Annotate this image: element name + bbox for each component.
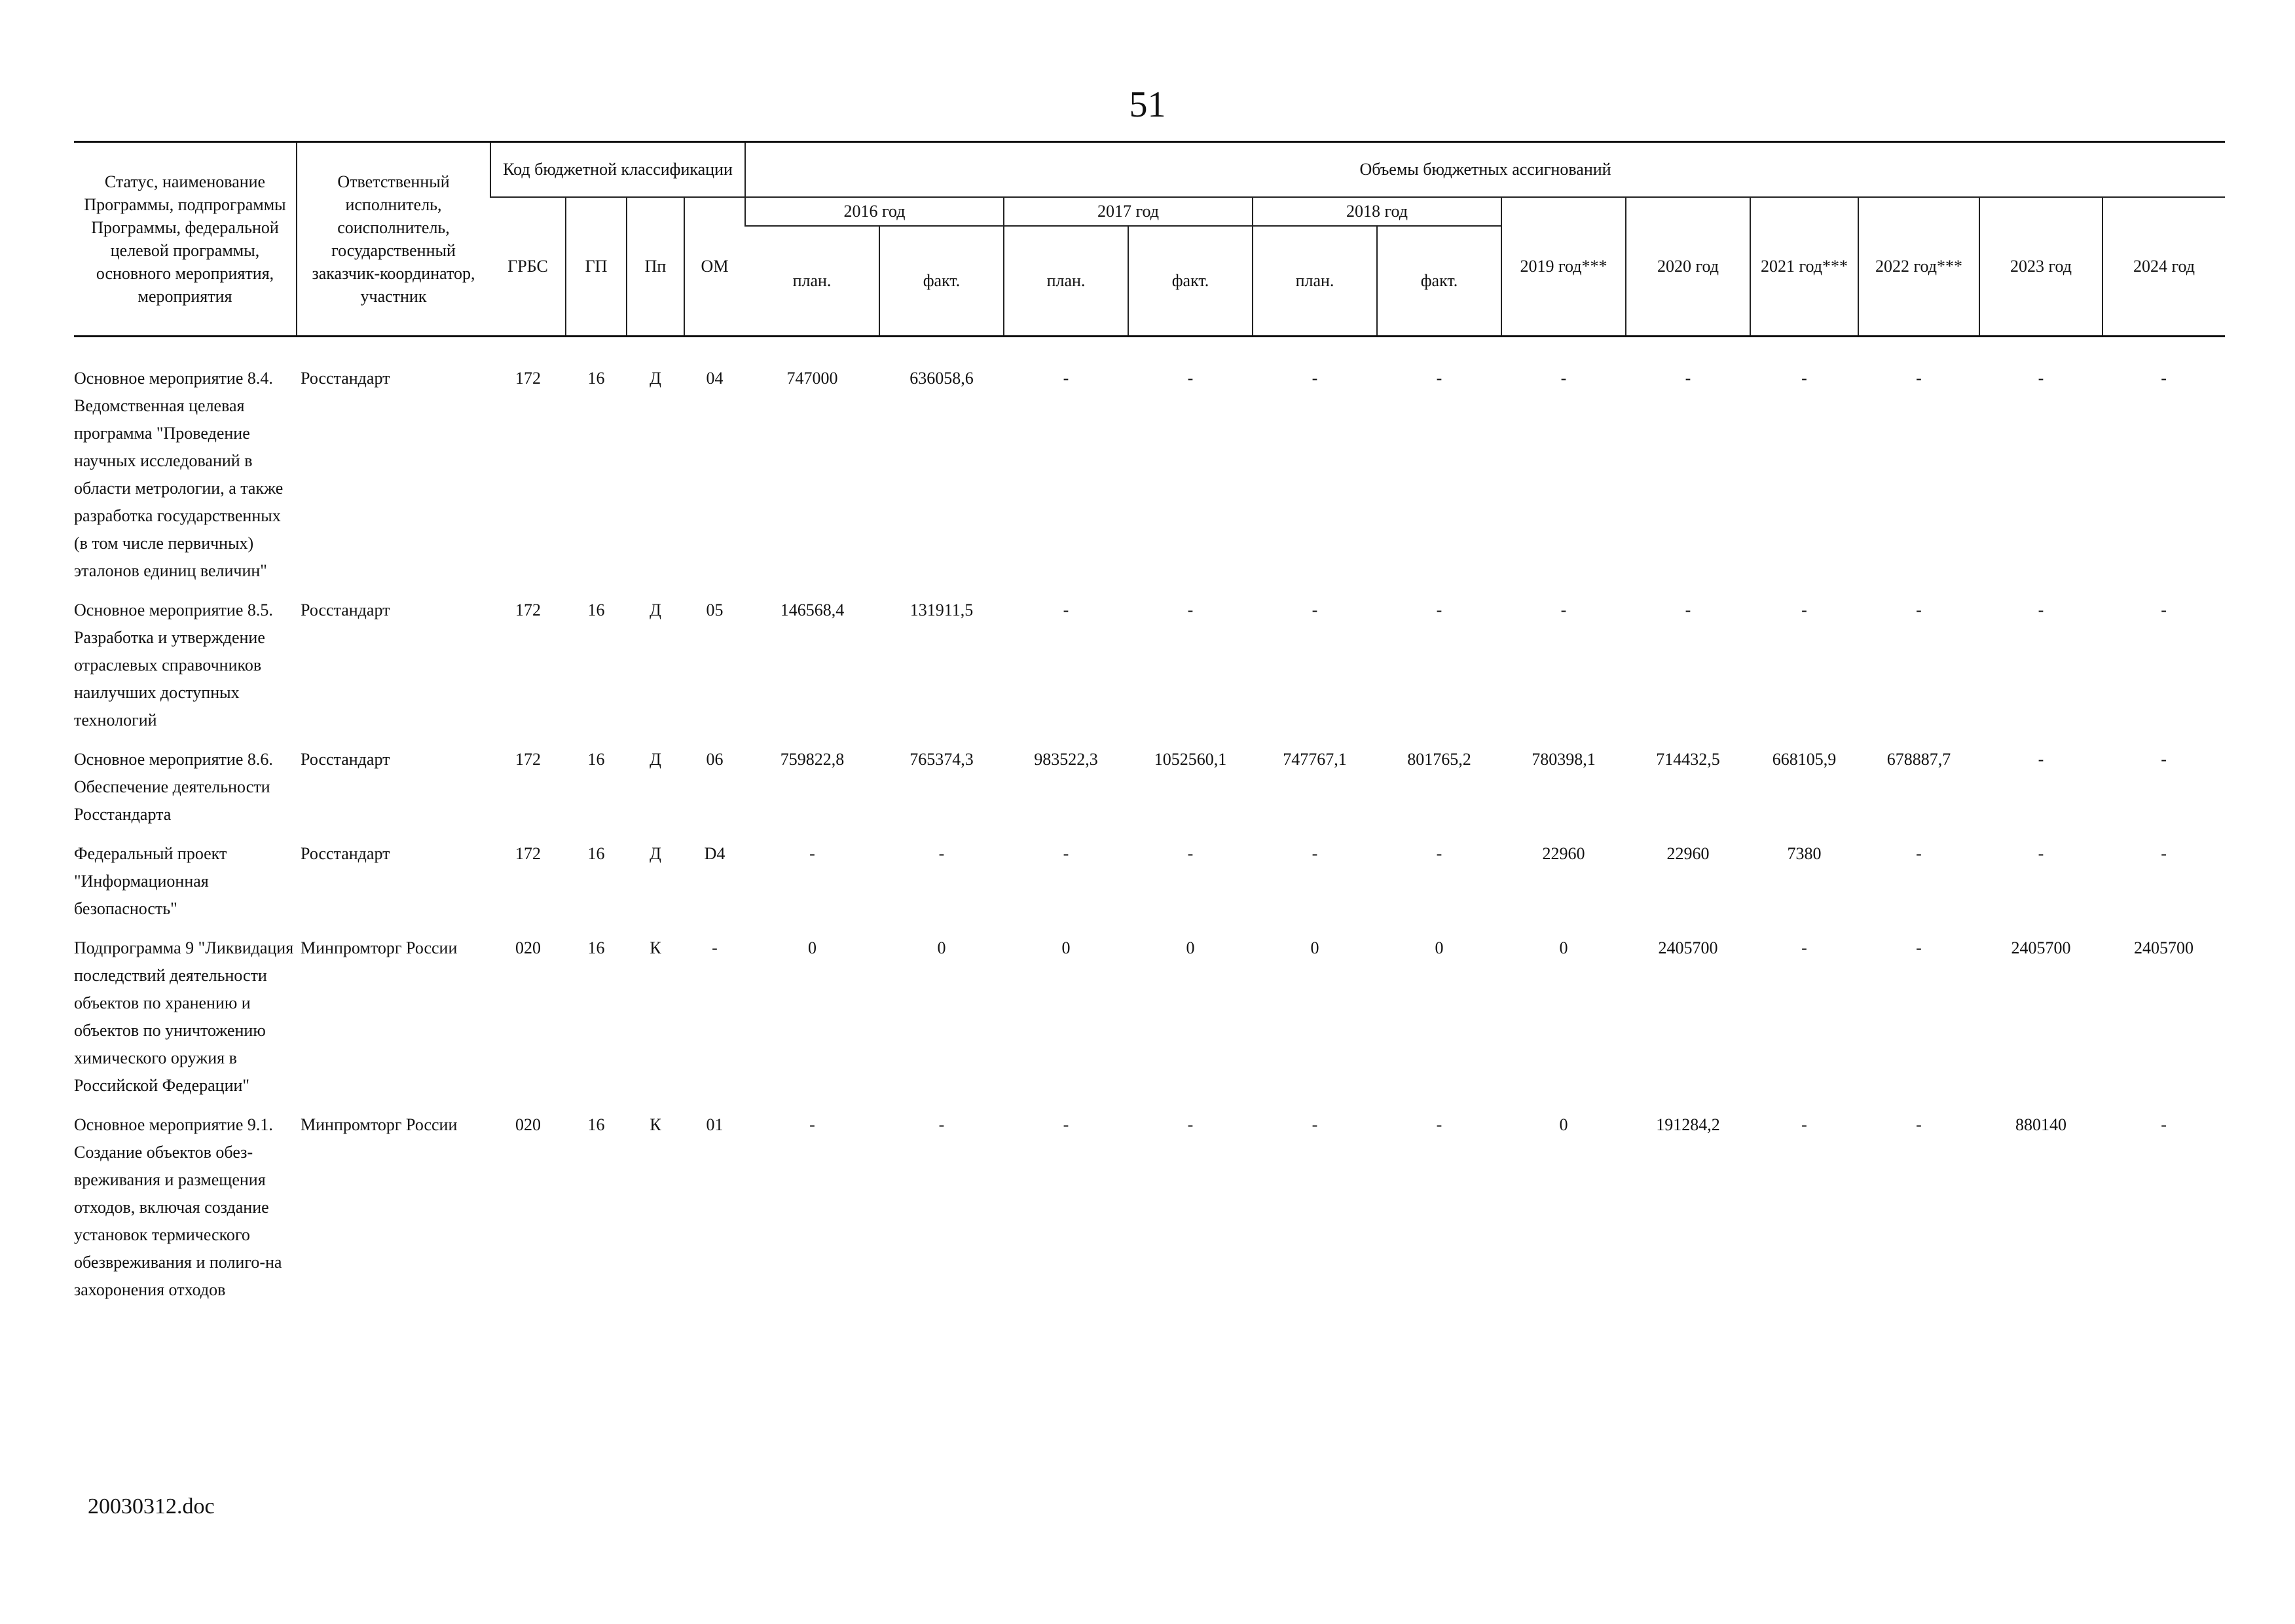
value-cell: -	[2038, 844, 2044, 863]
value-cell: -	[1916, 369, 1922, 388]
gp-cell: 16	[587, 938, 605, 957]
value-cell: -	[1312, 1115, 1318, 1134]
table-row	[74, 840, 2225, 934]
value-cell: -	[1801, 600, 1807, 619]
value-cell: -	[1560, 369, 1567, 388]
value-cell: -	[1916, 938, 1922, 957]
value-cell: -	[2038, 750, 2044, 769]
value-cell: 880140	[2015, 1115, 2066, 1134]
pp-cell: Д	[650, 844, 661, 863]
row-name: Подпрограмма 9 "Ликвидация последствий деятельности объектов по хранению и объектов по уничтожению химического оружия в Российской Федерации"	[74, 938, 294, 1095]
value-cell: 191284,2	[1656, 1115, 1720, 1134]
value-cell: 131911,5	[909, 600, 974, 619]
value-cell: -	[2161, 844, 2167, 863]
value-cell: -	[1436, 844, 1442, 863]
om-cell: 06	[706, 750, 724, 769]
value-cell: -	[2161, 750, 2167, 769]
value-cell: -	[1916, 1115, 1922, 1134]
table-row	[74, 337, 2225, 597]
value-cell: -	[938, 844, 945, 863]
row-name: Основное мероприятие 8.5. Разработка и утверждение отраслевых справочников наилучших доступных технологий	[74, 600, 273, 729]
value-cell: 0	[1061, 938, 1071, 957]
value-cell: -	[1187, 844, 1194, 863]
value-cell: -	[2161, 369, 2167, 388]
row-name: Федеральный проект "Информационная безопасность"	[74, 844, 227, 918]
value-cell: -	[1312, 600, 1318, 619]
value-cell: -	[2038, 600, 2044, 619]
value-cell: 2405700	[1658, 938, 1718, 957]
table-row	[74, 597, 2225, 746]
status-name-header: Статус, наименование Программы, подпрограммы Программы, федеральной целевой программы, основного мероприятия, мероприятия	[74, 142, 297, 337]
value-cell: 0	[1559, 1115, 1568, 1134]
grbs-cell: 172	[515, 750, 541, 769]
value-cell: 0	[1435, 938, 1444, 957]
value-cell: 747000	[786, 369, 838, 388]
year-2023-header: 2023 год	[1979, 197, 2102, 337]
value-cell: -	[1916, 600, 1922, 619]
value-cell: 765374,3	[909, 750, 974, 769]
year-2022-header: 2022 год***	[1858, 197, 1979, 337]
value-cell: -	[1063, 369, 1069, 388]
value-cell: 0	[1559, 938, 1568, 957]
plan-2016-header: план.	[745, 226, 879, 337]
gp-cell: 16	[587, 600, 605, 619]
grbs-cell: 172	[515, 369, 541, 388]
row-name: Основное мероприятие 8.4. Ведомственная целевая программа "Проведение научных исследований в области метрологии, а также разработка государственных (в том числе первичных) эталонов единиц величин"	[74, 369, 284, 580]
value-cell: 146568,4	[780, 600, 845, 619]
gp-cell: 16	[587, 844, 605, 863]
value-cell: -	[809, 844, 815, 863]
value-cell: -	[938, 1115, 945, 1134]
value-cell: 22960	[1666, 844, 1710, 863]
value-cell: 22960	[1542, 844, 1585, 863]
value-cell: 0	[1310, 938, 1319, 957]
row-executor: Минпромторг России	[301, 938, 458, 957]
budget-allocations-table	[74, 141, 2225, 1316]
footer-filename: 20030312.doc	[88, 1494, 215, 1519]
table-row	[74, 1111, 2225, 1316]
value-cell: 2405700	[2134, 938, 2194, 957]
pp-cell: Д	[650, 369, 661, 388]
pp-cell: К	[650, 938, 661, 957]
value-cell: 2405700	[2011, 938, 2071, 957]
pp-cell: Д	[650, 600, 661, 619]
row-name: Основное мероприятие 8.6. Обеспечение деятельности Росстандарта	[74, 750, 273, 824]
page-number: 51	[1129, 84, 1166, 125]
table-body	[74, 337, 2225, 1316]
value-cell: 0	[1186, 938, 1195, 957]
value-cell: -	[1063, 1115, 1069, 1134]
om-cell: 05	[706, 600, 724, 619]
grbs-cell: 172	[515, 844, 541, 863]
fact-2017-header: факт.	[1128, 226, 1253, 337]
value-cell: -	[1312, 844, 1318, 863]
fact-2016-header: факт.	[879, 226, 1004, 337]
value-cell: 668105,9	[1772, 750, 1837, 769]
gp-header: ГП	[566, 197, 627, 337]
row-executor: Росстандарт	[301, 750, 390, 769]
value-cell: 1052560,1	[1154, 750, 1227, 769]
value-cell: -	[2038, 369, 2044, 388]
value-cell: -	[1685, 369, 1691, 388]
value-cell: -	[1801, 1115, 1807, 1134]
value-cell: -	[1916, 844, 1922, 863]
value-cell: -	[809, 1115, 815, 1134]
plan-2018-header: план.	[1253, 226, 1377, 337]
pp-cell: Д	[650, 750, 661, 769]
budget-volumes-header: Объемы бюджетных ассигнований	[745, 142, 2225, 198]
year-2020-header: 2020 год	[1626, 197, 1750, 337]
grbs-header: ГРБС	[490, 197, 566, 337]
row-executor: Росстандарт	[301, 844, 390, 863]
value-cell: 801765,2	[1407, 750, 1471, 769]
om-cell: D4	[704, 844, 725, 863]
pp-cell: К	[650, 1115, 661, 1134]
executor-header: Ответственный исполнитель, соисполнитель, государственный заказчик-координатор, участник	[297, 142, 490, 337]
value-cell: -	[1436, 369, 1442, 388]
year-2024-header: 2024 год	[2102, 197, 2225, 337]
gp-cell: 16	[587, 750, 605, 769]
value-cell: -	[1436, 600, 1442, 619]
table-row	[74, 746, 2225, 840]
row-executor: Росстандарт	[301, 600, 390, 619]
budget-code-header: Код бюджетной классификации	[490, 142, 745, 198]
value-cell: 759822,8	[780, 750, 845, 769]
value-cell: -	[1560, 600, 1567, 619]
om-cell: 04	[706, 369, 724, 388]
year-2017-header: 2017 год	[1004, 197, 1253, 226]
om-header: ОМ	[684, 197, 745, 337]
grbs-cell: 172	[515, 600, 541, 619]
fact-2018-header: факт.	[1377, 226, 1501, 337]
value-cell: 780398,1	[1532, 750, 1596, 769]
value-cell: -	[1436, 1115, 1442, 1134]
value-cell: -	[1685, 600, 1691, 619]
year-2018-header: 2018 год	[1253, 197, 1501, 226]
value-cell: -	[1063, 600, 1069, 619]
value-cell: -	[2161, 600, 2167, 619]
value-cell: -	[2161, 1115, 2167, 1134]
value-cell: -	[1312, 369, 1318, 388]
year-2021-header: 2021 год***	[1750, 197, 1858, 337]
year-2019-header: 2019 год***	[1501, 197, 1626, 337]
gp-cell: 16	[587, 1115, 605, 1134]
grbs-cell: 020	[515, 938, 541, 957]
value-cell: 983522,3	[1034, 750, 1098, 769]
plan-2017-header: план.	[1004, 226, 1128, 337]
year-2016-header: 2016 год	[745, 197, 1004, 226]
gp-cell: 16	[587, 369, 605, 388]
value-cell: 678887,7	[1886, 750, 1951, 769]
value-cell: 747767,1	[1283, 750, 1347, 769]
value-cell: -	[1801, 938, 1807, 957]
value-cell: -	[1801, 369, 1807, 388]
value-cell: 7380	[1787, 844, 1822, 863]
value-cell: -	[1187, 600, 1194, 619]
pp-header: Пп	[627, 197, 684, 337]
value-cell: 636058,6	[909, 369, 974, 388]
row-name: Основное мероприятие 9.1. Создание объектов обез-вреживания и размещения отходов, включая создание установок термического обезвреживания и полиго-на захоронения отходов	[74, 1115, 282, 1299]
value-cell: 0	[937, 938, 946, 957]
grbs-cell: 020	[515, 1115, 541, 1134]
row-executor: Росстандарт	[301, 369, 390, 388]
om-cell: -	[712, 938, 718, 957]
value-cell: 0	[808, 938, 817, 957]
om-cell: 01	[706, 1115, 724, 1134]
table-row	[74, 934, 2225, 1111]
value-cell: -	[1187, 369, 1194, 388]
value-cell: -	[1187, 1115, 1194, 1134]
row-executor: Минпромторг России	[301, 1115, 458, 1134]
value-cell: -	[1063, 844, 1069, 863]
table-header	[74, 142, 2225, 337]
value-cell: 714432,5	[1656, 750, 1720, 769]
